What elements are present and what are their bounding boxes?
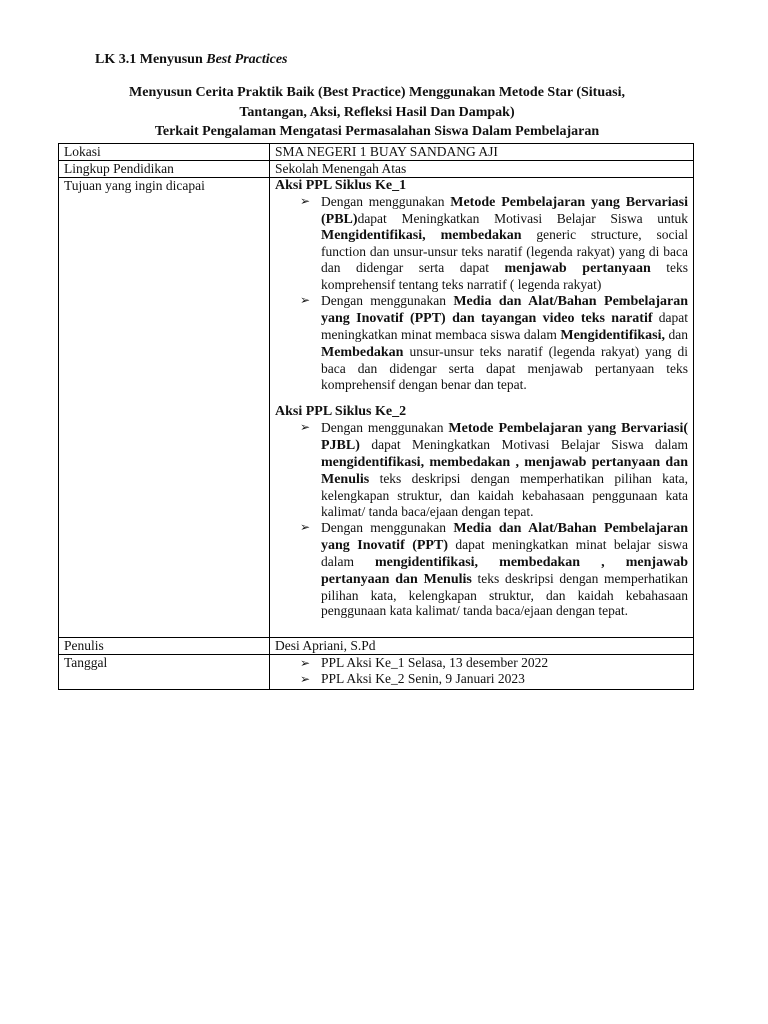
heading-line-2: Tantangan, Aksi, Refleksi Hasil Dan Dampak) [239, 104, 515, 120]
arrow-bullet-icon: ➢ [300, 519, 311, 534]
lingkup-value: Sekolah Menengah Atas [270, 160, 694, 177]
worksheet-label-prefix: LK 3.1 Menyusun [95, 52, 207, 67]
bold-run: Metode Pembelajaran yang Bervariasi( PJBL) [321, 421, 688, 454]
bold-run: Mengidentifikasi, membedakan [321, 228, 522, 244]
tujuan-value [270, 177, 694, 638]
bold-run: Mengidentifikasi, [560, 327, 665, 343]
bold-run: Metode Pembelajaran yang Bervariasi (PBL) [321, 194, 688, 227]
text-run: dapat meningkatkan minat membaca siswa dalam [321, 309, 688, 342]
aksi-2-item-1 [275, 420, 688, 519]
table-row-lokasi [59, 144, 694, 161]
text-run: teks deskripsi dengan memperhatikan pilihan kata, kelengkapan struktur, dan kaidah kebahasaan penggunaan kata kalimat/ tanda baca/ejaan dengan tepat. [321, 570, 689, 619]
tanggal-item-text: PPL Aksi Ke_1 Selasa, 13 desember 2022 [321, 655, 549, 671]
arrow-bullet-icon: ➢ [300, 420, 311, 435]
penulis-label: Penulis [59, 638, 270, 655]
aksi-1-item-1 [275, 194, 688, 293]
heading-line-3: Terkait Pengalaman Mengatasi Permasalahan Siswa Dalam Pembelajaran [154, 124, 600, 139]
text-run: teks komprehensif tentang teks narratif ( legenda rakyat) [321, 260, 688, 293]
table-row-tanggal [59, 655, 694, 690]
bold-run: Membedakan [321, 344, 404, 360]
spacer [275, 392, 688, 404]
worksheet-label [95, 52, 288, 68]
table-row-tujuan [59, 177, 694, 638]
tanggal-label: Tanggal [59, 655, 270, 690]
aksi-1-item-2 [275, 293, 688, 392]
lokasi-label: Lokasi [59, 144, 270, 161]
text-run: dapat Meningkatkan Motivasi Belajar Siswa untuk [357, 210, 688, 226]
text-run: Dengan menggunakan [321, 293, 454, 309]
aksi-2-title: Aksi PPL Siklus Ke_2 [275, 404, 407, 420]
arrow-bullet-icon: ➢ [300, 293, 311, 308]
bold-run: Media dan Alat/Bahan Pembelajaran yang Inovatif (PPT) dan tayangan video teks naratif [321, 294, 688, 326]
text-run: generic structure, social function dan unsur-unsur teks naratif (legenda rakyat) yang di baca dan didengar serta dapat [321, 227, 688, 276]
tanggal-item-2 [275, 671, 688, 687]
arrow-bullet-icon: ➢ [300, 672, 311, 687]
penulis-value: Desi Apriani, S.Pd [270, 638, 694, 655]
heading-line-1: Menyusun Cerita Praktik Baik (Best Practice) Menggunakan Metode Star (Situasi, [129, 85, 625, 100]
text-run: teks deskripsi dengan memperhatikan pilihan kata, kelengkapan struktur, dan kaidah kebahasaan penggunaan kata kalimat/ tanda baca/ejaan dengan tepat. [321, 471, 688, 519]
text-run: Dengan menggunakan [321, 420, 449, 436]
tanggal-value [270, 655, 694, 690]
table-row-penulis [59, 638, 694, 655]
worksheet-label-italic: Best Practices [206, 52, 288, 67]
lingkup-label: Lingkup Pendidikan [59, 160, 270, 177]
bold-run: menjawab pertanyaan [504, 261, 651, 277]
arrow-bullet-icon: ➢ [300, 656, 311, 671]
table-row-lingkup [59, 160, 694, 177]
bold-run: mengidentifikasi, membedakan , menjawab pertanyaan dan Menulis [321, 554, 688, 587]
text-run: Dengan menggunakan [321, 519, 454, 535]
aksi-1-title: Aksi PPL Siklus Ke_1 [275, 177, 407, 193]
tanggal-item-1 [275, 655, 688, 671]
text-run: dapat Meningkatkan Motivasi Belajar Siswa dalam [359, 437, 688, 453]
tanggal-list [275, 655, 688, 687]
text-run: unsur-unsur teks naratif (legenda rakyat) yang di baca dan didengar serta dapat menjawab pertanyaan teks komprehensif dengan benar dan tepat. [321, 343, 688, 392]
lokasi-value: SMA NEGERI 1 BUAY SANDANG AJI [270, 144, 694, 161]
arrow-bullet-icon: ➢ [300, 193, 311, 208]
bold-run: Media dan Alat/Bahan Pembelajaran yang Inovatif (PPT) [321, 520, 688, 553]
tanggal-item-text: PPL Aksi Ke_2 Senin, 9 Januari 2023 [321, 671, 525, 687]
text-run: dan [665, 326, 688, 342]
aksi-2-list [275, 420, 688, 619]
aksi-1-list [275, 194, 688, 393]
text-run: Dengan menggunakan [321, 193, 451, 209]
aksi-2-item-2 [275, 520, 688, 619]
text-run: dapat meningkatkan minat belajar siswa dalam [321, 536, 688, 569]
bold-run: mengidentifikasi, membedakan , menjawab pertanyaan dan Menulis [321, 455, 688, 488]
tujuan-label: Tujuan yang ingin dicapai [59, 177, 270, 638]
document-heading [60, 83, 694, 142]
best-practice-table [58, 143, 694, 690]
